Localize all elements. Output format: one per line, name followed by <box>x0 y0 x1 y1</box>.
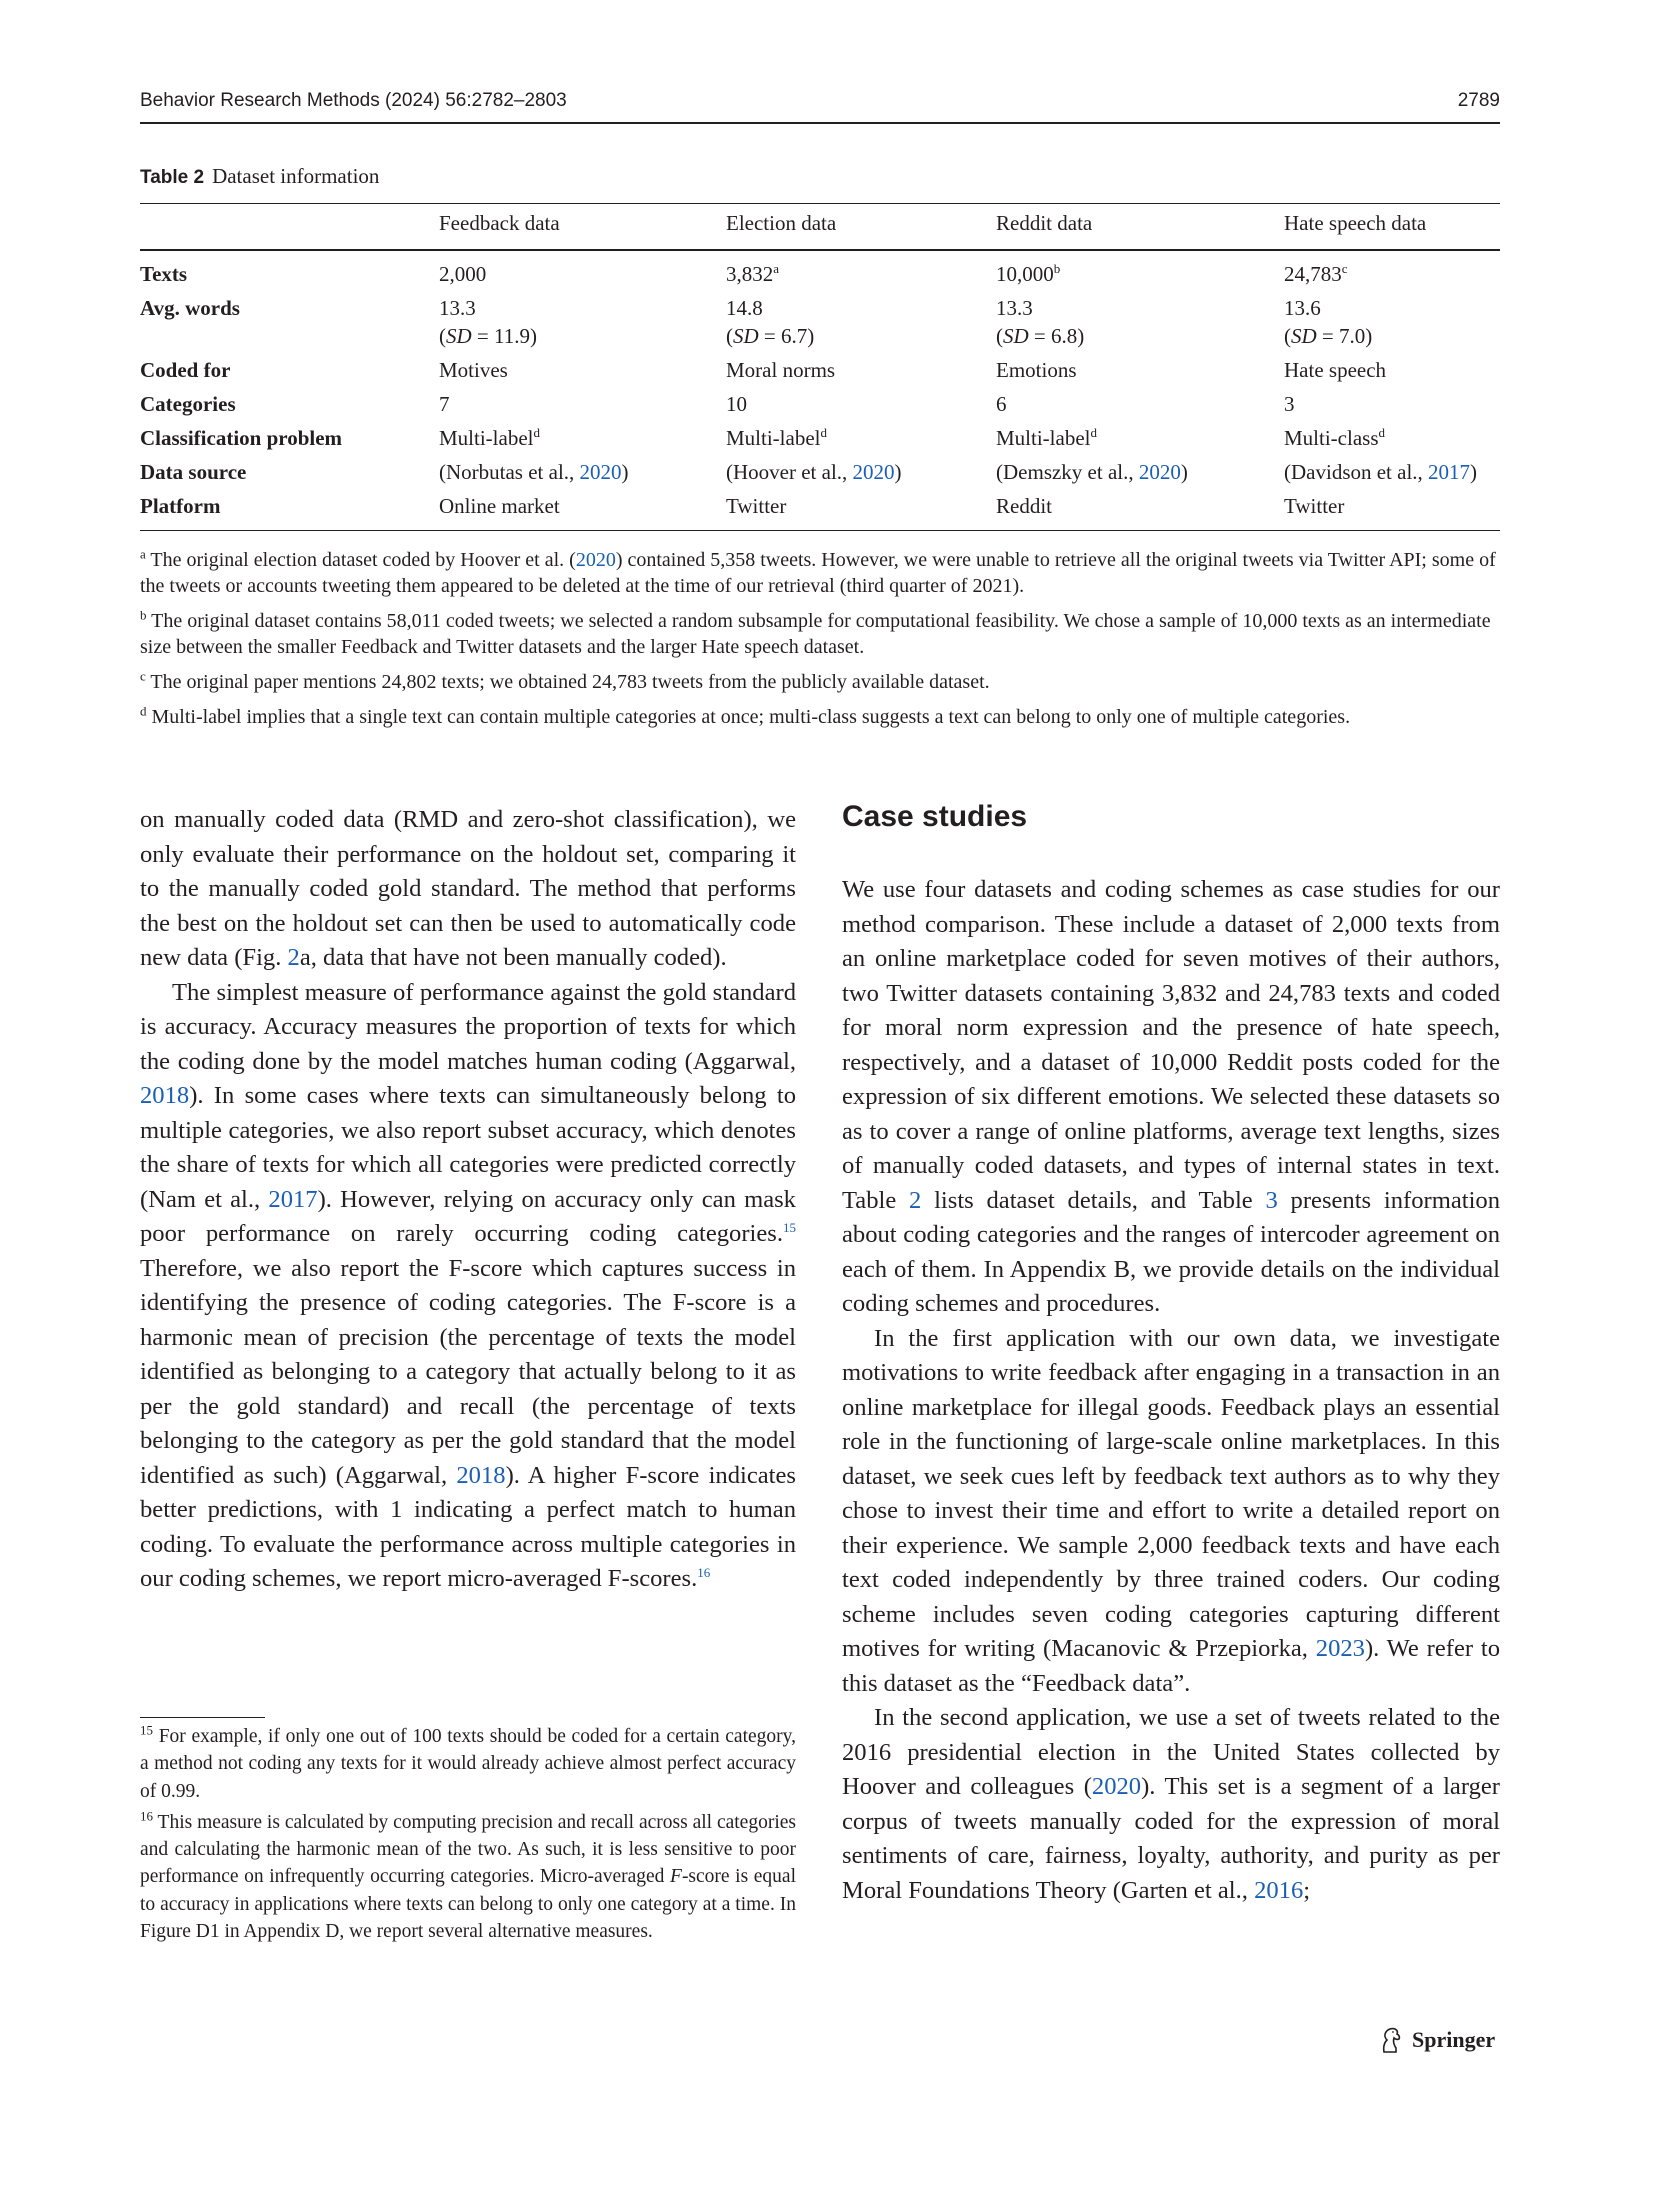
row-label-coded-for: Coded for <box>140 358 231 382</box>
cell-cat-election: 10 <box>726 392 747 416</box>
cell-texts-feedback: 2,000 <box>439 262 487 286</box>
table-note-a: $^a$ The original election dataset coded by Hoover et al. (2020) contained 5,358 tweets. However, we were unable to retrieve all the original tweets via Twitter API; some of the tweets or accounts tweeting them appeared to be deleted at the time of our retrieval (third quarter of 2021). <box>140 546 1496 597</box>
row-label-avg-words: Avg. words <box>140 296 240 320</box>
row-label-categories: Categories <box>140 392 236 416</box>
col-header-feedback: Feedback data <box>439 211 560 235</box>
footnote-link[interactable]: 16 <box>697 1564 711 1580</box>
row-label-data-source: Data source <box>140 460 247 484</box>
col-header-election: Election data <box>726 211 837 235</box>
body-paragraph: In the second application, we use a set of tweets related to the 2016 presidential election in the United States collected by Hoover and colleagues (2020). This set is a segment of a larger corpus of tweets manually coded for the expression of moral sentiments of care, fairness, loyalty, authority, and purity as per Moral Foundations Theory (Garten et al., 2016; <box>842 1704 1500 1904</box>
cell-platform-election: Twitter <box>726 494 787 518</box>
citation-link[interactable]: 2020 <box>579 460 622 484</box>
cell-class-reddit: Multi-label$^d$ <box>996 425 1097 450</box>
citation-link[interactable]: 2020 <box>575 549 616 571</box>
footnote-rule <box>140 1717 265 1718</box>
cell-cat-feedback: 7 <box>439 392 450 416</box>
cell-source-feedback: (Norbutas et al., 2020) <box>439 460 629 484</box>
table-note-c: $^c$ The original paper mentions 24,802 texts; we obtained 24,783 tweets from the publicly available dataset. <box>140 668 990 693</box>
figure-link[interactable]: 2 <box>287 944 300 971</box>
section-title: Case studies <box>842 800 1028 833</box>
cell-cat-reddit: 6 <box>996 392 1007 416</box>
body-paragraph: on manually coded data (RMD and zero-shot classification), we only evaluate their performance on the holdout set, comparing it to the manually coded gold standard. The method that performs the best on the holdout set can then be used to automatically code new data (Fig. 2a, data that have not been manually coded). <box>140 806 796 971</box>
cell-coded-reddit: Emotions <box>996 358 1077 382</box>
springer-horse-icon <box>1378 2026 1402 2054</box>
citation-link[interactable]: 2020 <box>1138 460 1181 484</box>
cell-avg-election: 14.8 (SD = 6.7) <box>726 296 815 348</box>
footnotes <box>140 1723 796 1949</box>
table-note-b: $^b$ The original dataset contains 58,011 coded tweets; we selected a random subsample for computational feasibility. We chose a sample of 10,000 texts as an intermediate size between the smaller Feedback and Twitter datasets and the larger Hate speech dataset. <box>140 607 1491 658</box>
cell-coded-feedback: Motives <box>439 358 508 382</box>
col-header-hate-speech: Hate speech data <box>1284 211 1427 235</box>
page-number: 2789 <box>1457 90 1500 111</box>
citation-link[interactable]: 2018 <box>140 1082 190 1109</box>
body-paragraph: The simplest measure of performance against the gold standard is accuracy. Accuracy measures the proportion of texts for which the coding done by the model matches human coding (Aggarwal, 2018). In some cases where texts can simultaneously belong to multiple categories, we also report subset accuracy, which denotes the share of texts for which all categories were predicted correctly (Nam et al., 2017). However, relying on accuracy only can mask poor performance on rarely occurring coding categories.$^{15}$ Therefore, we also report the F-score which captures success in identifying the presence of coding categories. The F-score is a harmonic mean of precision (the percentage of texts the model identified as belonging to a category that actually belong to it as per the gold standard) and recall (the percentage of texts belonging to the category as per the gold standard that the model identified as such) (Aggarwal, 2018). A higher F-score indicates better predictions, with 1 indicating a perfect match to human coding. To evaluate the performance across multiple categories in our coding schemes, we report micro-averaged F-scores.$^{16}$ <box>140 978 796 1592</box>
citation-link[interactable]: 2017 <box>268 1185 318 1213</box>
citation-link[interactable]: 2020 <box>1091 1773 1142 1800</box>
publisher-name: Springer <box>1412 2027 1496 2052</box>
citation-link[interactable]: 2018 <box>456 1461 506 1489</box>
footnote-16: $^{16}$ This measure is calculated by computing precision and recall across all categories and calculating the harmonic mean of the two. As such, it is less sensitive to poor performance on infrequently occurring categories. Micro-averaged F-score is equal to accuracy in applications where texts can belong to only one category at a time. In Figure D1 in Appendix D, we report several alternative measures. <box>140 1808 796 1943</box>
cell-coded-hate: Hate speech <box>1284 358 1387 382</box>
citation-link[interactable]: 2017 <box>1428 460 1471 484</box>
cell-source-election: (Hoover et al., 2020) <box>726 460 902 484</box>
table-header-rule <box>140 249 1500 251</box>
citation-link[interactable]: 2016 <box>1254 1876 1304 1904</box>
table-bottom-rule <box>140 530 1500 531</box>
table-title: Dataset information <box>212 164 380 188</box>
row-label-classification: Classification problem <box>140 426 343 450</box>
citation-link[interactable]: 2020 <box>852 460 895 484</box>
footnote-link[interactable]: 15 <box>783 1219 796 1235</box>
table-link[interactable]: 3 <box>1265 1186 1278 1214</box>
table-notes <box>140 547 1500 739</box>
cell-texts-hate: 24,783$^c$ <box>1284 261 1348 286</box>
cell-platform-feedback: Online market <box>439 494 560 518</box>
running-header <box>140 90 1500 124</box>
body-paragraph: In the first application with our own data, we investigate motivations to write feedback after engaging in a transaction in an online marketplace for illegal goods. Feedback plays an essential role in the functioning of large-scale online marketplaces. In this dataset, we seek cues left by feedback text authors as to why they chose to invest their time and effort to write a detailed report on their experience. We sample 2,000 feedback texts and have each text coded independently by three trained coders. Our coding scheme includes seven coding categories capturing different motives for writing (Macanovic & Przepiorka, 2023). We refer to this dataset as the “Feedback data”. <box>842 1324 1500 1697</box>
cell-cat-hate: 3 <box>1284 392 1295 416</box>
table-top-rule <box>140 203 1500 204</box>
cell-class-election: Multi-label$^d$ <box>726 425 827 450</box>
publisher-logo <box>1378 2026 1495 2054</box>
cell-source-hate: (Davidson et al., 2017) <box>1284 460 1478 484</box>
cell-class-hate: Multi-class$^d$ <box>1284 425 1385 450</box>
cell-avg-reddit: 13.3 (SD = 6.8) <box>996 296 1085 348</box>
table-caption <box>140 164 379 189</box>
cell-texts-election: 3,832$^a$ <box>726 261 780 286</box>
col-header-reddit: Reddit data <box>996 211 1093 235</box>
table-link[interactable]: 2 <box>909 1186 922 1214</box>
footnote-15: $^{15}$ For example, if only one out of 100 texts should be coded for a certain category, a method not coding any texts for it would already achieve almost perfect accuracy of 0.99. <box>140 1722 796 1802</box>
cell-platform-hate: Twitter <box>1284 494 1345 518</box>
right-column <box>842 873 1500 1908</box>
cell-avg-feedback: 13.3 (SD = 11.9) <box>439 296 537 348</box>
row-label-texts: Texts <box>140 262 188 286</box>
journal-citation: Behavior Research Methods (2024) 56:2782–2803 <box>140 90 567 111</box>
left-column <box>140 803 796 1597</box>
table-label: Table 2 <box>140 167 205 188</box>
cell-avg-hate: 13.6 (SD = 7.0) <box>1284 296 1373 348</box>
body-paragraph: We use four datasets and coding schemes as case studies for our method comparison. These include a dataset of 2,000 texts from an online marketplace coded for seven motives of their authors, two Twitter datasets containing 3,832 and 24,783 texts and coded for moral norm expression and the presence of hate speech, respectively, and a dataset of 10,000 Reddit posts coded for the expression of six different emotions. We selected these datasets so as to cover a range of online platforms, average text lengths, sizes of manually coded datasets, and types of internal states in text. Table 2 lists dataset details, and Table 3 presents information about coding categories and the ranges of intercoder agreement on each of them. In Appendix B, we provide details on the individual coding schemes and procedures. <box>842 876 1500 1317</box>
cell-platform-reddit: Reddit <box>996 494 1052 518</box>
cell-class-feedback: Multi-label$^d$ <box>439 425 540 450</box>
table-note-d: $^d$ Multi-label implies that a single text can contain multiple categories at once; multi-class suggests a text can belong to only one of multiple categories. <box>140 703 1351 728</box>
citation-link[interactable]: 2023 <box>1315 1635 1365 1662</box>
row-label-platform: Platform <box>140 494 221 518</box>
cell-texts-reddit: 10,000$^b$ <box>996 261 1061 286</box>
cell-source-reddit: (Demszky et al., 2020) <box>996 460 1188 484</box>
cell-coded-election: Moral norms <box>726 358 836 382</box>
